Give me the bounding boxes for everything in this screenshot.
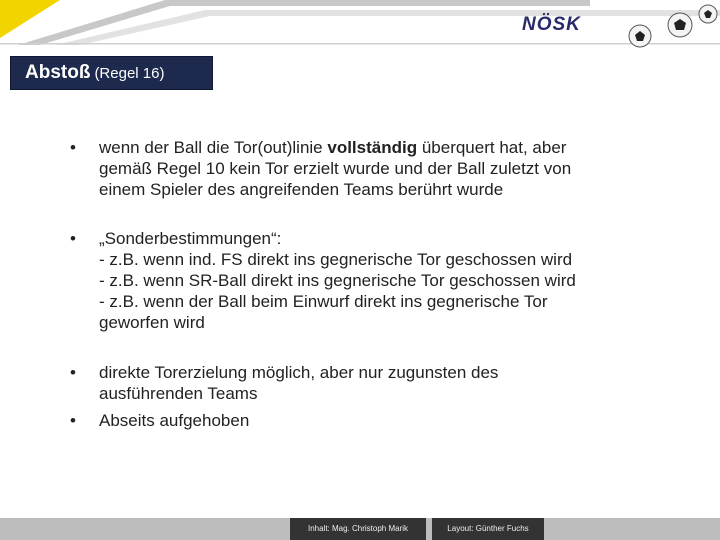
- title-main: Abstoß: [25, 62, 91, 83]
- bullet-icon: •: [70, 229, 76, 248]
- bullet-icon: •: [70, 138, 76, 157]
- item-line: ausführenden Teams: [99, 384, 258, 403]
- title-sub: (Regel 16): [94, 65, 165, 82]
- bullet-list: [70, 137, 680, 431]
- bullet-icon: •: [70, 363, 76, 382]
- text-run: wenn der Ball die Tor(out)linie: [99, 138, 328, 157]
- item-line: direkte Torerzielung möglich, aber nur zugunsten des: [99, 363, 499, 382]
- slide-footer: [0, 518, 720, 540]
- item-line: - z.B. wenn ind. FS direkt ins gegnerische Tor geschossen wird: [99, 250, 573, 269]
- footer-content-credit: Inhalt: Mag. Christoph Marik: [290, 518, 426, 540]
- bullet-item: [70, 228, 680, 333]
- bullet-item: [70, 362, 680, 404]
- slide-header: [0, 0, 720, 60]
- item-line: geworfen wird: [99, 313, 205, 332]
- soccer-ball-icon: [668, 13, 692, 37]
- soccer-ball-icon: [699, 5, 717, 23]
- soccer-ball-icon: [629, 25, 651, 47]
- text-run: überquert hat, aber: [417, 138, 567, 157]
- footer-layout-credit: Layout: Günther Fuchs: [432, 518, 544, 540]
- item-line: gemäß Regel 10 kein Tor erzielt wurde und der Ball zuletzt von: [99, 159, 572, 178]
- header-graphic: [0, 0, 720, 60]
- brand-logo: NÖSK: [522, 14, 581, 35]
- bullet-icon: •: [70, 411, 76, 430]
- item-line: [99, 137, 680, 158]
- bullet-item: [70, 410, 680, 431]
- text-run-bold: vollständig: [327, 138, 418, 157]
- item-line: Abseits aufgehoben: [99, 411, 250, 430]
- item-line: - z.B. wenn SR-Ball direkt ins gegnerische Tor geschossen wird: [99, 271, 576, 290]
- item-line: „Sonderbestimmungen“:: [99, 229, 282, 248]
- slide-title: [10, 56, 213, 90]
- bullet-item: [70, 137, 680, 200]
- item-line: - z.B. wenn der Ball beim Einwurf direkt ins gegnerische Tor: [99, 292, 548, 311]
- item-line: einem Spieler des angreifenden Teams berührt wurde: [99, 180, 504, 199]
